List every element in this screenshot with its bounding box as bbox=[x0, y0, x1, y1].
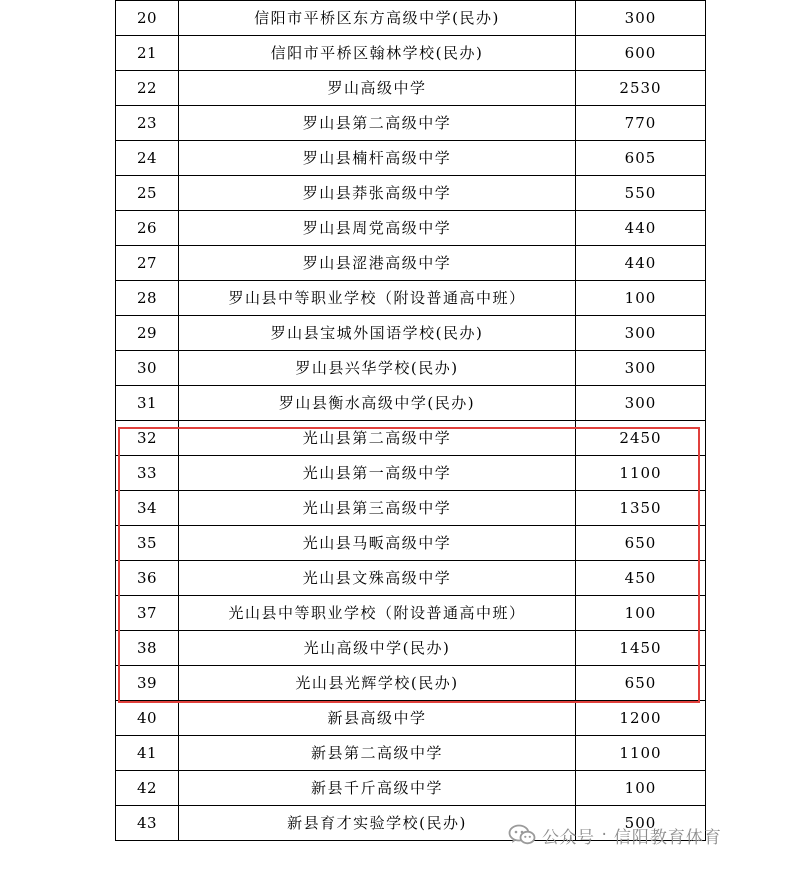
row-number-cell: 21 bbox=[116, 36, 179, 71]
quota-cell: 600 bbox=[576, 36, 706, 71]
school-name-cell: 光山县文殊高级中学 bbox=[179, 561, 576, 596]
row-number-cell: 26 bbox=[116, 211, 179, 246]
table-row bbox=[116, 701, 706, 736]
row-number-cell: 31 bbox=[116, 386, 179, 421]
school-name-cell: 罗山县宝城外国语学校(民办) bbox=[179, 316, 576, 351]
table-row bbox=[116, 106, 706, 141]
row-number-cell: 25 bbox=[116, 176, 179, 211]
school-name-cell: 信阳市平桥区翰林学校(民办) bbox=[179, 36, 576, 71]
quota-cell: 2450 bbox=[576, 421, 706, 456]
table-row bbox=[116, 421, 706, 456]
table-row bbox=[116, 386, 706, 421]
school-name-cell: 新县育才实验学校(民办) bbox=[179, 806, 576, 841]
quota-cell: 440 bbox=[576, 246, 706, 281]
quota-cell: 100 bbox=[576, 771, 706, 806]
quota-cell: 450 bbox=[576, 561, 706, 596]
table-row bbox=[116, 771, 706, 806]
quota-cell: 300 bbox=[576, 386, 706, 421]
quota-cell: 650 bbox=[576, 526, 706, 561]
row-number-cell: 34 bbox=[116, 491, 179, 526]
row-number-cell: 40 bbox=[116, 701, 179, 736]
school-name-cell: 新县千斤高级中学 bbox=[179, 771, 576, 806]
table-row bbox=[116, 246, 706, 281]
table-row bbox=[116, 736, 706, 771]
wechat-icon bbox=[508, 824, 536, 846]
watermark-label: 公众号 bbox=[542, 827, 595, 848]
table-row bbox=[116, 176, 706, 211]
school-name-cell: 光山县中等职业学校（附设普通高中班） bbox=[179, 596, 576, 631]
row-number-cell: 22 bbox=[116, 71, 179, 106]
row-number-cell: 41 bbox=[116, 736, 179, 771]
school-name-cell: 光山高级中学(民办) bbox=[179, 631, 576, 666]
quota-cell: 100 bbox=[576, 596, 706, 631]
table-row bbox=[116, 561, 706, 596]
table-row bbox=[116, 141, 706, 176]
quota-cell: 1100 bbox=[576, 736, 706, 771]
row-number-cell: 32 bbox=[116, 421, 179, 456]
row-number-cell: 30 bbox=[116, 351, 179, 386]
school-name-cell: 新县第二高级中学 bbox=[179, 736, 576, 771]
row-number-cell: 23 bbox=[116, 106, 179, 141]
table-row bbox=[116, 491, 706, 526]
row-number-cell: 29 bbox=[116, 316, 179, 351]
row-number-cell: 20 bbox=[116, 1, 179, 36]
row-number-cell: 37 bbox=[116, 596, 179, 631]
school-name-cell: 罗山县楠杆高级中学 bbox=[179, 141, 576, 176]
row-number-cell: 33 bbox=[116, 456, 179, 491]
watermark-separator: · bbox=[601, 825, 607, 845]
school-name-cell: 罗山县第二高级中学 bbox=[179, 106, 576, 141]
quota-cell: 650 bbox=[576, 666, 706, 701]
school-name-cell: 光山县第一高级中学 bbox=[179, 456, 576, 491]
wechat-watermark bbox=[508, 820, 722, 850]
quota-cell: 1100 bbox=[576, 456, 706, 491]
enrollment-quota-table bbox=[115, 0, 706, 841]
row-number-cell: 43 bbox=[116, 806, 179, 841]
row-number-cell: 27 bbox=[116, 246, 179, 281]
table-row bbox=[116, 631, 706, 666]
school-name-cell: 信阳市平桥区东方高级中学(民办) bbox=[179, 1, 576, 36]
table-row bbox=[116, 666, 706, 701]
watermark-account-name: 信阳教育体育 bbox=[613, 827, 722, 848]
quota-cell: 300 bbox=[576, 1, 706, 36]
table-row bbox=[116, 351, 706, 386]
school-name-cell: 罗山县中等职业学校（附设普通高中班） bbox=[179, 281, 576, 316]
quota-cell: 300 bbox=[576, 351, 706, 386]
school-name-cell: 罗山县涩港高级中学 bbox=[179, 246, 576, 281]
table-row bbox=[116, 316, 706, 351]
row-number-cell: 24 bbox=[116, 141, 179, 176]
row-number-cell: 39 bbox=[116, 666, 179, 701]
quota-cell: 1450 bbox=[576, 631, 706, 666]
table-row bbox=[116, 456, 706, 491]
table-row bbox=[116, 1, 706, 36]
row-number-cell: 28 bbox=[116, 281, 179, 316]
row-number-cell: 38 bbox=[116, 631, 179, 666]
table-body bbox=[116, 1, 706, 841]
school-name-cell: 罗山县周党高级中学 bbox=[179, 211, 576, 246]
school-name-cell: 罗山高级中学 bbox=[179, 71, 576, 106]
school-name-cell: 光山县马畈高级中学 bbox=[179, 526, 576, 561]
quota-cell: 1350 bbox=[576, 491, 706, 526]
row-number-cell: 36 bbox=[116, 561, 179, 596]
table-row bbox=[116, 281, 706, 316]
school-name-cell: 罗山县莽张高级中学 bbox=[179, 176, 576, 211]
quota-cell: 770 bbox=[576, 106, 706, 141]
school-name-cell: 新县高级中学 bbox=[179, 701, 576, 736]
table-row bbox=[116, 596, 706, 631]
quota-cell: 100 bbox=[576, 281, 706, 316]
quota-cell: 550 bbox=[576, 176, 706, 211]
quota-cell: 605 bbox=[576, 141, 706, 176]
quota-cell: 1200 bbox=[576, 701, 706, 736]
quota-cell: 300 bbox=[576, 316, 706, 351]
school-name-cell: 罗山县衡水高级中学(民办) bbox=[179, 386, 576, 421]
quota-cell: 500 bbox=[576, 806, 706, 841]
school-name-cell: 罗山县兴华学校(民办) bbox=[179, 351, 576, 386]
row-number-cell: 35 bbox=[116, 526, 179, 561]
table-row bbox=[116, 36, 706, 71]
school-name-cell: 光山县第三高级中学 bbox=[179, 491, 576, 526]
table-row bbox=[116, 71, 706, 106]
row-number-cell: 42 bbox=[116, 771, 179, 806]
table-row bbox=[116, 526, 706, 561]
school-name-cell: 光山县光辉学校(民办) bbox=[179, 666, 576, 701]
quota-cell: 2530 bbox=[576, 71, 706, 106]
school-name-cell: 光山县第二高级中学 bbox=[179, 421, 576, 456]
quota-cell: 440 bbox=[576, 211, 706, 246]
table-row bbox=[116, 211, 706, 246]
